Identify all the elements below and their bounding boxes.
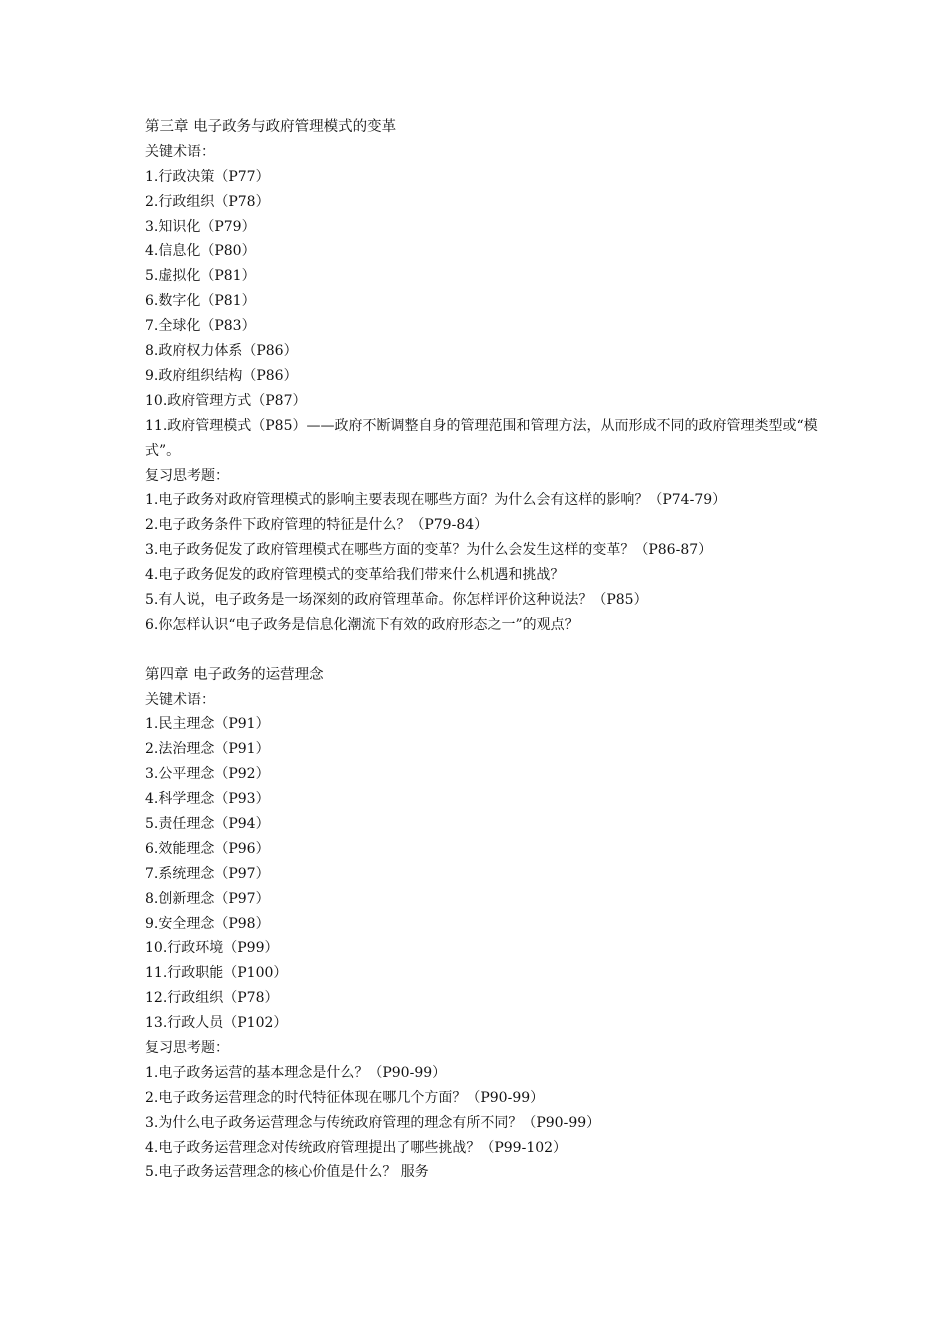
list-item: 1.行政决策（P77） <box>145 168 270 185</box>
list-item: 6.效能理念（P96） <box>145 840 270 857</box>
list-item: 1.民主理念（P91） <box>145 716 270 733</box>
list-item: 6.你怎样认识“电子政务是信息化潮流下有效的政府形态之一”的观点？ <box>145 616 579 633</box>
list-item: 3.公平理念（P92） <box>145 766 270 783</box>
list-item: 5.责任理念（P94） <box>145 815 270 832</box>
list-item: 8.创新理念（P97） <box>145 890 270 907</box>
list-item: 9.政府组织结构（P86） <box>145 367 298 384</box>
list-item: 11.行政职能（P100） <box>145 965 288 982</box>
terms-heading: 关键术语： <box>145 143 215 160</box>
chapter-title: 第四章 电子政务的运营理念 <box>145 666 324 683</box>
list-item: 3.电子政务促发了政府管理模式在哪些方面的变革？为什么会发生这样的变革？（P86-87） <box>145 542 713 559</box>
document-page <box>145 115 825 1185</box>
list-item: 2.法治理念（P91） <box>145 741 270 758</box>
list-item: 10.行政环境（P99） <box>145 940 279 957</box>
list-item: 7.系统理念（P97） <box>145 865 270 882</box>
list-item: 9.安全理念（P98） <box>145 915 270 932</box>
list-item: 11.政府管理模式（P85）——政府不断调整自身的管理范围和管理方法，从而形成不同的政府管理类型或“模式”。 <box>145 417 818 459</box>
list-item: 3.知识化（P79） <box>145 218 256 235</box>
list-item: 2.电子政务运营理念的时代特征体现在哪几个方面？（P90-99） <box>145 1089 545 1106</box>
questions-list <box>145 488 825 637</box>
list-item: 4.科学理念（P93） <box>145 791 270 808</box>
list-item: 2.行政组织（P78） <box>145 193 270 210</box>
list-item: 5.有人说，电子政务是一场深刻的政府管理革命。你怎样评价这种说法？（P85） <box>145 591 648 608</box>
list-item: 4.电子政务促发的政府管理模式的变革给我们带来什么机遇和挑战？ <box>145 567 565 584</box>
list-item: 1.电子政务运营的基本理念是什么？（P90-99） <box>145 1064 447 1081</box>
list-item: 8.政府权力体系（P86） <box>145 343 298 360</box>
list-item: 12.行政组织（P78） <box>145 990 279 1007</box>
list-item: 4.电子政务运营理念对传统政府管理提出了哪些挑战？（P99-102） <box>145 1139 568 1156</box>
list-item: 13.行政人员（P102） <box>145 1015 288 1032</box>
list-item: 5.虚拟化（P81） <box>145 268 256 285</box>
list-item: 7.全球化（P83） <box>145 318 256 335</box>
chapter-title: 第三章 电子政务与政府管理模式的变革 <box>145 119 397 135</box>
questions-heading: 复习思考题： <box>145 1040 229 1056</box>
list-item: 3.为什么电子政务运营理念与传统政府管理的理念有所不同？（P90-99） <box>145 1114 601 1131</box>
list-item: 6.数字化（P81） <box>145 293 256 310</box>
list-item: 10.政府管理方式（P87） <box>145 392 307 409</box>
questions-list <box>145 1061 825 1185</box>
section-gap <box>145 638 825 663</box>
terms-list <box>145 165 825 464</box>
chapter-3 <box>145 115 825 638</box>
list-item: 1.电子政务对政府管理模式的影响主要表现在哪些方面？为什么会有这样的影响？（P74-79） <box>145 492 727 509</box>
chapter-4 <box>145 663 825 1186</box>
terms-heading: 关键术语： <box>145 691 215 708</box>
questions-heading: 复习思考题： <box>145 467 229 484</box>
list-item: 2.电子政务条件下政府管理的特征是什么？（P79-84） <box>145 517 489 534</box>
terms-list <box>145 712 825 1036</box>
list-item: 4.信息化（P80） <box>145 243 256 260</box>
list-item: 5.电子政务运营理念的核心价值是什么？ 服务 <box>145 1164 429 1181</box>
